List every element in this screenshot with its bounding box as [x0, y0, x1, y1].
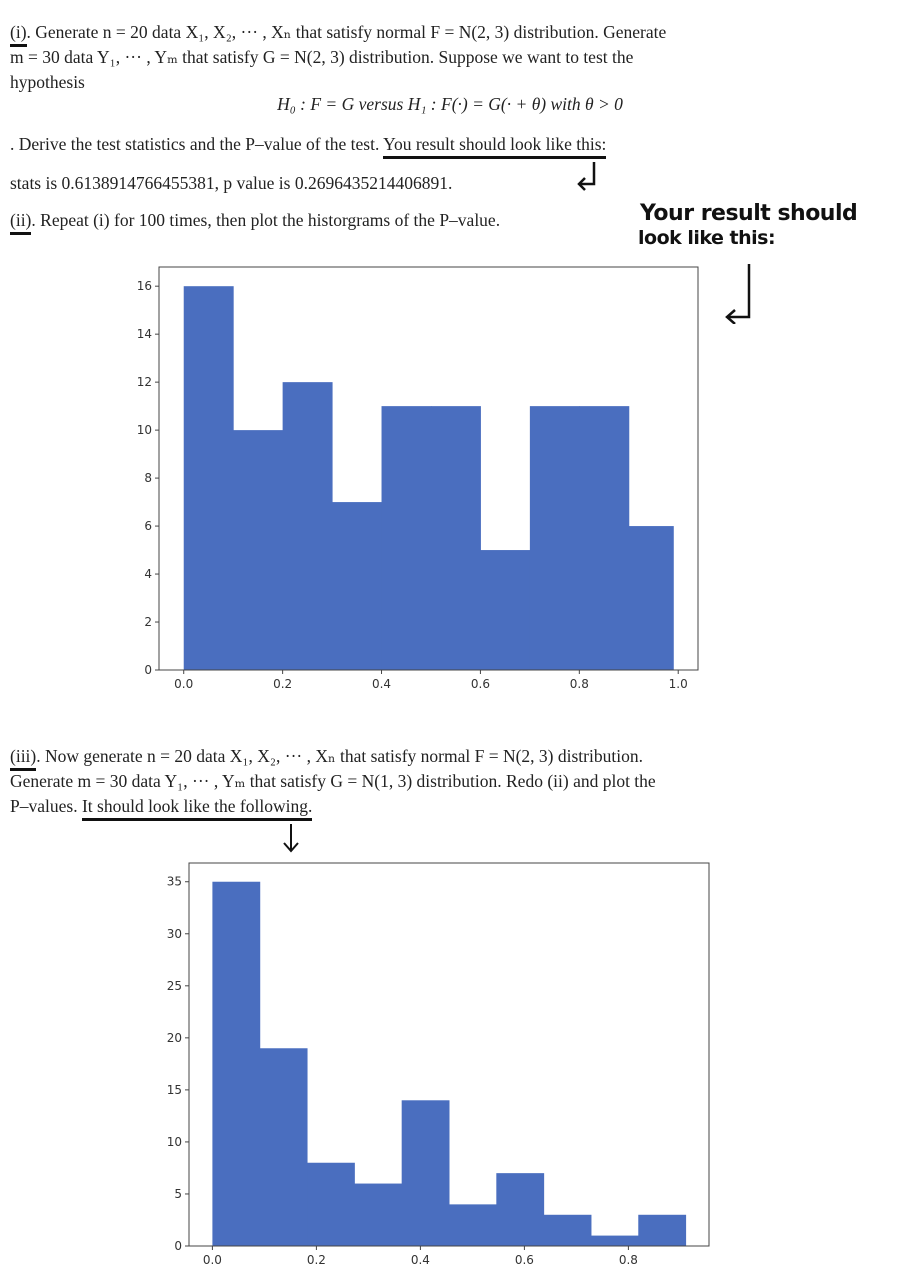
x-tick-label: 0.8 [569, 677, 589, 691]
histogram-bar [629, 526, 674, 670]
histogram-bar [212, 882, 260, 1246]
y-tick-label: 5 [174, 1186, 182, 1201]
histogram-bar [431, 406, 481, 670]
part-i-label: (i) [10, 22, 27, 42]
histogram-bar [260, 1048, 308, 1246]
underlined-instruction: It should look like the following. [81, 796, 313, 816]
histogram-bar [638, 1215, 686, 1246]
histogram-bar [579, 406, 629, 670]
underlined-instruction: You result should look like this: [383, 134, 607, 154]
y-tick-label: 15 [166, 1082, 182, 1097]
x-tick-label: 0.2 [306, 1253, 326, 1267]
y-tick-label: 8 [144, 471, 152, 486]
x-tick-label: 0.4 [371, 677, 392, 691]
part-ii-paragraph: (ii). Repeat (i) for 100 times, then plot the historgrams of the P–value. [10, 210, 501, 230]
y-tick-label: 6 [144, 519, 152, 534]
handwritten-note: Your result should look like this: [638, 201, 858, 249]
x-tick-label: 0.0 [174, 677, 194, 691]
handwritten-arrow-icon [572, 160, 602, 194]
histogram-bar [354, 1184, 402, 1246]
histogram-bar [544, 1215, 592, 1246]
part-iii-paragraph: (iii). Now generate n = 20 data X₁, X₂, ··· , Xₙ that satisfy normal F = N(2, 3) distribution. Generate m = 30 data Y₁, ··· , Yₘ that satisfy G = N(1, 3) distribution. Redo (ii) and plot the P–values. It should look like the following. [10, 746, 656, 816]
histogram-p-values-null [110, 262, 710, 702]
part-ii-label: (ii) [10, 210, 32, 230]
histogram-bar [591, 1236, 639, 1246]
x-tick-label: 0.6 [514, 1253, 534, 1267]
y-tick-label: 35 [166, 874, 182, 889]
result-output: stats is 0.6138914766455381, p value is 0.2696435214406891. [10, 173, 453, 193]
histogram-bar [283, 382, 333, 670]
histogram-bar [449, 1204, 497, 1246]
histogram-bar [184, 286, 234, 670]
x-tick-label: 1.0 [668, 677, 688, 691]
x-tick-label: 0.2 [273, 677, 293, 691]
histogram-bar [307, 1163, 355, 1246]
y-tick-label: 20 [166, 1030, 182, 1045]
x-tick-label: 0.0 [202, 1253, 222, 1267]
histogram-bar [530, 406, 580, 670]
histogram-p-values-alternative [150, 858, 730, 1278]
derive-sentence: . Derive the test statistics and the P–value of the test. You result should look like this: [10, 134, 607, 154]
down-arrow-icon [280, 822, 302, 854]
hypothesis-equation: H₀ : F = G versus H₁ : F(·) = G(· + θ) with θ > 0 [277, 94, 623, 114]
y-tick-label: 0 [174, 1239, 182, 1253]
y-tick-label: 25 [166, 978, 182, 993]
histogram-bar [332, 502, 382, 670]
y-tick-label: 16 [136, 279, 152, 294]
histogram-bar [496, 1173, 544, 1246]
histogram-bar [382, 406, 432, 670]
x-tick-label: 0.4 [410, 1253, 430, 1267]
part-i-paragraph: (i). Generate n = 20 data X₁, X₂, ··· , Xₙ that satisfy normal F = N(2, 3) distribution. Generate m = 30 data Y₁, ··· , Yₘ that satisfy G = N(2, 3) distribution. Suppose we want to test the hypothesis [10, 22, 667, 92]
handwritten-arrow-icon [722, 262, 758, 324]
y-tick-label: 0 [144, 663, 152, 677]
y-tick-label: 30 [166, 926, 182, 941]
x-tick-label: 0.6 [470, 677, 490, 691]
histogram-bar [402, 1100, 450, 1246]
y-tick-label: 12 [136, 375, 152, 390]
y-tick-label: 4 [144, 567, 152, 582]
x-tick-label: 0.8 [618, 1253, 638, 1267]
y-tick-label: 2 [144, 615, 152, 630]
y-tick-label: 10 [136, 423, 152, 438]
y-tick-label: 14 [136, 327, 152, 342]
part-iii-label: (iii) [10, 746, 37, 766]
histogram-bar [480, 550, 530, 670]
histogram-bar [233, 430, 283, 670]
y-tick-label: 10 [166, 1134, 182, 1149]
